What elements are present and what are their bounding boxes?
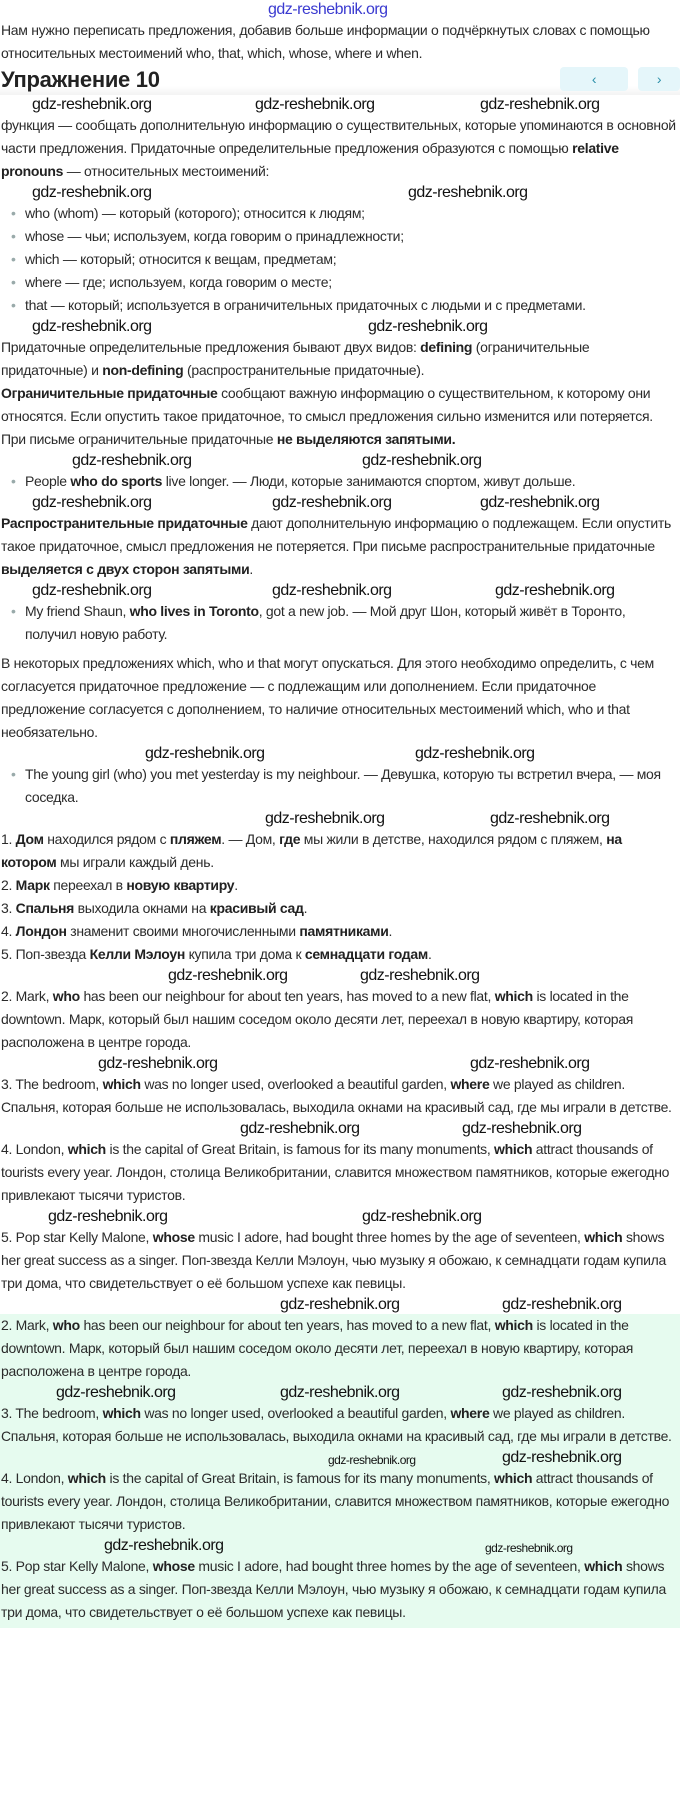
- watermark: gdz-reshebnik.org: [145, 745, 265, 762]
- watermark-row: [0, 95, 680, 114]
- text-segment: where — где; используем, когда говорим о месте;: [25, 274, 332, 290]
- bold-text: which: [67, 1470, 106, 1486]
- watermark-row: [0, 1054, 680, 1073]
- exercise-heading: Упражнение 10: [1, 67, 160, 92]
- text-segment: that — который; используется в ограничительных придаточных с людьми и с предметами.: [25, 297, 586, 313]
- watermark: gdz-reshebnik.org: [32, 184, 152, 201]
- bold-text: Келли Мэлоун: [89, 946, 185, 962]
- text-segment: В некоторых предложениях which, who и that могут опускаться. Для этого необходимо определить, с чем согласуется придаточное предложение — с подлежащим или дополнением. Если придаточное предложение согласуется с дополнением, то наличие относительных местоимений which, who и that необязательно.: [1, 655, 654, 740]
- watermark: gdz-reshebnik.org: [98, 1055, 218, 1072]
- watermark: gdz-reshebnik.org: [32, 318, 152, 335]
- text-segment: 4. London,: [1, 1470, 68, 1486]
- text-segment: дают дополнительную информацию о подлежащем. Если опустить такое придаточное, смысл предложения не потеряется. При письме распространительные придаточные: [1, 515, 672, 554]
- bold-text: which: [494, 1141, 533, 1157]
- bold-text: Распространительные придаточные: [1, 515, 248, 531]
- bold-text: whose: [152, 1229, 195, 1245]
- bold-text: which: [494, 1317, 533, 1333]
- watermark: gdz-reshebnik.org: [485, 1541, 573, 1555]
- answer-item-highlighted: [1, 1402, 678, 1448]
- text-segment: 5. Поп-звезда: [1, 946, 90, 962]
- text-segment: 4. London,: [1, 1141, 68, 1157]
- text-segment: is located in the downtown. Марк, который был нашим соседом около десяти лет, переехал в новую квартиру, которая расположена в центре города.: [1, 1317, 634, 1379]
- nondefining-example: [1, 600, 678, 646]
- bold-text: Дом: [15, 831, 44, 847]
- text-segment: . — Дом,: [221, 831, 280, 847]
- watermark-row: [0, 1383, 680, 1402]
- watermark-row: [0, 183, 680, 202]
- text-segment: Придаточные определительные предложения бывают двух видов:: [1, 339, 421, 355]
- text-segment: shows her great success as a singer. Поп-звезда Келли Мэлоун, чью музыку я обожаю, к семнадцати годам купила три дома, что свидетельствует о её большом успехе как певицы.: [1, 1229, 667, 1291]
- bold-text: which: [494, 988, 533, 1004]
- watermark: gdz-reshebnik.org: [360, 967, 480, 984]
- text-segment: whose — чьи; используем, когда говорим о принадлежности;: [25, 228, 404, 244]
- bold-text: Ограничительные придаточные: [1, 385, 218, 401]
- text-segment: was no longer used, overlooked a beautiful garden,: [140, 1405, 451, 1421]
- text-segment: , got a new job. — Мой друг Шон, который живёт в Торонто, получил новую работу.: [25, 603, 626, 642]
- answer-item: [1, 1073, 678, 1119]
- bold-text: which: [584, 1229, 623, 1245]
- defining-paragraph: [1, 382, 678, 451]
- bold-text: Спальня: [15, 900, 75, 916]
- text-segment: is the capital of Great Britain, is famous for its many monuments,: [105, 1470, 495, 1486]
- pronoun-item: [1, 294, 678, 317]
- text-segment: находился рядом с: [43, 831, 170, 847]
- watermark: gdz-reshebnik.org: [272, 582, 392, 599]
- watermark: gdz-reshebnik.org: [265, 810, 385, 827]
- watermark: gdz-reshebnik.org: [32, 96, 152, 113]
- watermark: gdz-reshebnik.org: [48, 1208, 168, 1225]
- bold-text: where: [450, 1076, 490, 1092]
- watermark-row: [0, 809, 680, 828]
- text-segment: (распространительные придаточные).: [183, 362, 425, 378]
- watermark-row: [0, 317, 680, 336]
- defining-example: [1, 470, 678, 493]
- bold-text: красивый сад: [209, 900, 304, 916]
- answer-item-highlighted: [1, 1314, 678, 1383]
- text-segment: переехал в: [49, 877, 127, 893]
- exercise-header: [0, 65, 680, 95]
- bold-text: где: [279, 831, 301, 847]
- watermark: gdz-reshebnik.org: [408, 184, 528, 201]
- prev-label: ‹: [591, 71, 597, 87]
- watermark: gdz-reshebnik.org: [168, 967, 288, 984]
- bold-text: новую квартиру: [126, 877, 235, 893]
- watermark: gdz-reshebnik.org: [495, 582, 615, 599]
- text-segment: .: [427, 946, 432, 962]
- answer-item: [1, 1138, 678, 1207]
- watermark: gdz-reshebnik.org: [470, 1055, 590, 1072]
- bold-text: which: [584, 1558, 623, 1574]
- watermark-row: [0, 493, 680, 512]
- text-segment: live longer. — Люди, которые занимаются спортом, живут дольше.: [162, 473, 576, 489]
- bold-text: which: [102, 1405, 141, 1421]
- bold-text: relative pronouns: [1, 140, 619, 179]
- text-segment: is located in the downtown. Марк, который был нашим соседом около десяти лет, переехал в новую квартиру, которая расположена в центре города.: [1, 988, 634, 1050]
- exercise-item: [1, 943, 678, 966]
- pronoun-item: [1, 225, 678, 248]
- prev-button[interactable]: [560, 67, 628, 91]
- text-segment: People: [25, 473, 71, 489]
- exercise-item: [1, 920, 678, 943]
- answer-item: [1, 1226, 678, 1295]
- text-segment: 3. The bedroom,: [1, 1076, 103, 1092]
- text-segment: 2. Mark,: [1, 988, 53, 1004]
- types-paragraph: [1, 336, 678, 382]
- text-segment: 3.: [1, 900, 16, 916]
- bold-text: Марк: [15, 877, 50, 893]
- text-segment: сообщают важную информацию о существительном, к которому они относятся. Если опустить такое придаточное, то смысл предложения сильно изменится или потеряется. При письме ограничительные придаточные: [1, 385, 653, 447]
- bold-text: where: [450, 1405, 490, 1421]
- bold-text: non-defining: [102, 362, 184, 378]
- task-text: [1, 19, 678, 65]
- bold-text: which: [494, 1470, 533, 1486]
- text-segment: which — который; относится к вещам, предметам;: [25, 251, 337, 267]
- exercise-item: [1, 874, 678, 897]
- text-segment: купила три дома к: [184, 946, 305, 962]
- watermark: gdz-reshebnik.org: [502, 1296, 622, 1313]
- bold-text: семнадцати годам: [304, 946, 428, 962]
- text-segment: who (whom) — который (которого); относится к людям;: [25, 205, 365, 221]
- text-segment: функция — сообщать дополнительную информацию о существительных, которые упоминаются в основной части предложения. Придаточные определительные предложения образуются с помощью: [1, 117, 676, 156]
- watermark-row: [0, 0, 680, 19]
- answer-item-highlighted: [1, 1467, 678, 1536]
- text-segment: .: [234, 877, 238, 893]
- text-segment: My friend Shaun,: [25, 603, 130, 619]
- watermark-link[interactable]: gdz-reshebnik.org: [268, 1, 388, 18]
- text-segment: has been our neighbour for about ten years, has moved to a new flat,: [79, 1317, 495, 1333]
- watermark-row: [0, 451, 680, 470]
- watermark: gdz-reshebnik.org: [362, 452, 482, 469]
- next-label: ›: [656, 71, 662, 87]
- pronoun-item: [1, 248, 678, 271]
- text-segment: attract thousands of tourists every year. Лондон, столица Великобритании, славится множеством памятников, которые ежегодно привлекают тысячи туристов.: [1, 1470, 670, 1532]
- pronoun-item: [1, 271, 678, 294]
- text-segment: .: [388, 923, 393, 939]
- watermark-row: [0, 1536, 680, 1555]
- next-button[interactable]: [638, 67, 680, 91]
- text-segment: was no longer used, overlooked a beautiful garden,: [140, 1076, 451, 1092]
- watermark: gdz-reshebnik.org: [72, 452, 192, 469]
- bold-text: не выделяются запятыми.: [276, 431, 456, 447]
- watermark: gdz-reshebnik.org: [56, 1384, 176, 1401]
- text-segment: we played as children. Спальня, которая больше не использовалась, выходила окнами на красивый сад, где мы играли в детстве.: [1, 1405, 672, 1444]
- watermark-row: [0, 1448, 680, 1467]
- watermark: gdz-reshebnik.org: [480, 494, 600, 511]
- exercise-item: [1, 828, 678, 874]
- text-segment: attract thousands of tourists every year. Лондон, столица Великобритании, славится множеством памятников, которые ежегодно привлекают тысячи туристов.: [1, 1141, 670, 1203]
- text-segment: shows her great success as a singer. Поп-звезда Келли Мэлоун, чью музыку я обожаю, к семнадцати годам купила три дома, что свидетельствует о её большом успехе как певицы.: [1, 1558, 667, 1620]
- watermark-row: [0, 966, 680, 985]
- text-segment: music I adore, had bought three homes by the age of seventeen,: [194, 1558, 585, 1574]
- exercise-item: [1, 897, 678, 920]
- text-segment: we played as children. Спальня, которая больше не использовалась, выходила окнами на красивый сад, где мы играли в детстве.: [1, 1076, 672, 1115]
- nondefining-paragraph: [1, 512, 678, 581]
- watermark: gdz-reshebnik.org: [104, 1537, 224, 1554]
- answer-item-highlighted: [1, 1555, 678, 1624]
- watermark: gdz-reshebnik.org: [480, 96, 600, 113]
- bold-text: who: [52, 1317, 80, 1333]
- text-segment: мы играли каждый день.: [56, 854, 214, 870]
- bold-text: who lives in Toronto: [129, 603, 259, 619]
- answer-item: [1, 985, 678, 1054]
- theory-intro: [1, 114, 678, 183]
- watermark: gdz-reshebnik.org: [32, 494, 152, 511]
- watermark-row: [0, 1295, 680, 1314]
- text-segment: 3. The bedroom,: [1, 1405, 103, 1421]
- bold-text: who: [52, 988, 80, 1004]
- watermark: gdz-reshebnik.org: [415, 745, 535, 762]
- text-segment: 1.: [1, 831, 16, 847]
- watermark: gdz-reshebnik.org: [502, 1449, 622, 1466]
- text-segment: The young girl (who) you met yesterday is my neighbour. — Девушка, которую ты встретил вчера, — моя соседка.: [25, 766, 661, 805]
- text-segment: Нам нужно переписать предложения, добавив больше информации о подчёркнутых словах с помощью относительных местоимений who, that, which, whose, where и when.: [1, 22, 650, 61]
- bold-text: пляжем: [169, 831, 222, 847]
- watermark: gdz-reshebnik.org: [328, 1453, 416, 1467]
- bold-text: выделяется с двух сторон запятыми: [1, 561, 250, 577]
- text-segment: выходила окнами на: [74, 900, 210, 916]
- watermark: gdz-reshebnik.org: [502, 1384, 622, 1401]
- watermark: gdz-reshebnik.org: [240, 1120, 360, 1137]
- text-segment: (ограничительные придаточные) и: [1, 339, 590, 378]
- watermark-row: [0, 744, 680, 763]
- text-segment: 4.: [1, 923, 16, 939]
- bold-text: whose: [152, 1558, 195, 1574]
- pronoun-item: [1, 202, 678, 225]
- watermark-row: [0, 1119, 680, 1138]
- bold-text: which: [102, 1076, 141, 1092]
- watermark: gdz-reshebnik.org: [368, 318, 488, 335]
- answer-highlight: [0, 1314, 680, 1628]
- watermark: gdz-reshebnik.org: [490, 810, 610, 827]
- bold-text: на котором: [1, 831, 622, 870]
- text-segment: .: [249, 561, 253, 577]
- text-segment: has been our neighbour for about ten years, has moved to a new flat,: [79, 988, 495, 1004]
- text-segment: 2. Mark,: [1, 1317, 53, 1333]
- bold-text: памятниками: [299, 923, 389, 939]
- omission-paragraph: [1, 652, 678, 744]
- bold-text: which: [67, 1141, 106, 1157]
- watermark: gdz-reshebnik.org: [280, 1296, 400, 1313]
- bold-text: defining: [420, 339, 473, 355]
- omission-example: [1, 763, 678, 809]
- watermark: gdz-reshebnik.org: [280, 1384, 400, 1401]
- text-segment: music I adore, had bought three homes by the age of seventeen,: [194, 1229, 585, 1245]
- text-segment: is the capital of Great Britain, is famous for its many monuments,: [105, 1141, 495, 1157]
- bold-text: who do sports: [70, 473, 163, 489]
- watermark: gdz-reshebnik.org: [255, 96, 375, 113]
- watermark: gdz-reshebnik.org: [272, 494, 392, 511]
- text-segment: мы жили в детстве, находился рядом с пляжем,: [300, 831, 607, 847]
- watermark-row: [0, 581, 680, 600]
- watermark: gdz-reshebnik.org: [462, 1120, 582, 1137]
- text-segment: .: [303, 900, 308, 916]
- watermark: gdz-reshebnik.org: [362, 1208, 482, 1225]
- watermark: gdz-reshebnik.org: [32, 582, 152, 599]
- bold-text: Лондон: [15, 923, 67, 939]
- text-segment: знаменит своими многочисленными: [66, 923, 300, 939]
- watermark-row: [0, 1207, 680, 1226]
- text-segment: — относительных местоимений:: [63, 163, 270, 179]
- text-segment: 5. Pop star Kelly Malone,: [1, 1229, 153, 1245]
- text-segment: 2.: [1, 877, 16, 893]
- text-segment: 5. Pop star Kelly Malone,: [1, 1558, 153, 1574]
